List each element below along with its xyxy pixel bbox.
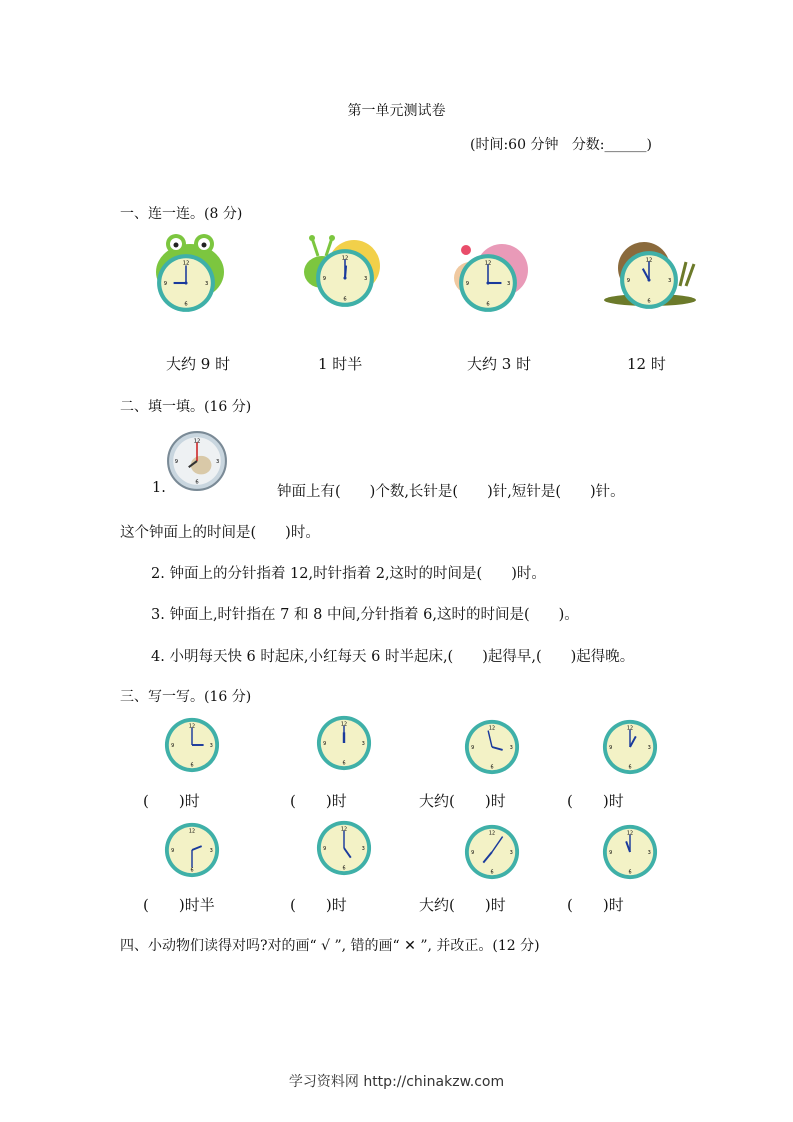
write-label-r1-1: ( )时 [143,792,200,810]
svg-text:9: 9 [471,850,475,856]
svg-text:6: 6 [647,298,651,305]
section2-heading: 二、填一填。(16 分) [120,399,252,415]
q1-text: 钟面上有( )个数,长针是( )针,短针是( )针。 [277,484,625,500]
score-field: 分数:______) [571,137,652,153]
match-label-3: 大约 3 时 [467,355,532,373]
clock-r2-1 [163,821,221,879]
time-score-info [470,134,652,154]
svg-text:3: 3 [216,459,220,466]
svg-text:9: 9 [465,281,469,288]
svg-text:3: 3 [361,741,365,747]
clock-r1-1 [163,716,221,774]
write-label-r2-1: ( )时半 [143,896,215,914]
svg-text:9: 9 [171,848,175,854]
svg-text:12: 12 [193,438,201,445]
section1-heading: 一、连一连。(8 分) [120,206,243,222]
svg-text:3: 3 [364,276,368,283]
svg-text:9: 9 [171,743,175,749]
svg-text:9: 9 [322,276,326,283]
svg-text:6: 6 [343,296,347,303]
section3-heading: 三、写一写。(16 分) [120,689,252,705]
svg-text:6: 6 [195,479,199,486]
svg-text:9: 9 [163,281,167,288]
svg-text:12: 12 [626,726,634,732]
svg-text:3: 3 [205,281,209,288]
svg-text:6: 6 [190,763,194,769]
svg-text:12: 12 [484,260,492,267]
svg-text:9: 9 [471,745,475,751]
svg-text:12: 12 [645,257,653,264]
section4-heading: 四、小动物们读得对吗?对的画“ √ ”, 错的画“ ✕ ”, 并改正。(12 分) [120,938,540,954]
svg-text:6: 6 [184,301,188,308]
svg-text:9: 9 [323,846,327,852]
svg-text:3: 3 [209,848,213,854]
q3-text: 3. 钟面上,时针指在 7 和 8 中间,分针指着 6,这时的时间是( )。 [151,607,579,623]
q1-continuation: 这个钟面上的时间是( )时。 [120,525,320,541]
svg-text:12: 12 [340,827,348,833]
svg-text:6: 6 [342,761,346,767]
svg-text:12: 12 [488,726,496,732]
footer-watermark: 学习资料网 http://chinakzw.com [288,1074,505,1090]
svg-text:3: 3 [647,850,651,856]
clock-r1-3 [463,718,521,776]
svg-text:9: 9 [174,459,178,466]
page-title: 第一单元测试卷 [347,103,446,119]
svg-text:3: 3 [668,278,672,285]
svg-text:12: 12 [626,831,634,837]
svg-text:12: 12 [488,831,496,837]
svg-text:12: 12 [182,260,190,267]
svg-text:12: 12 [188,829,196,835]
time-limit: (时间:60 分钟 [470,137,559,153]
write-label-r1-4: ( )时 [567,792,624,810]
svg-text:3: 3 [507,281,511,288]
svg-text:6: 6 [342,866,346,872]
svg-text:9: 9 [609,745,613,751]
clock-r2-2 [315,819,373,877]
clock-4 [618,249,680,311]
svg-text:6: 6 [628,765,632,771]
svg-text:9: 9 [323,741,327,747]
clock-r2-3 [463,823,521,881]
q4-text: 4. 小明每天快 6 时起床,小红每天 6 时半起床,( )起得早,( )起得晚。 [151,649,635,665]
svg-text:9: 9 [609,850,613,856]
match-label-4: 12 时 [627,355,666,373]
write-label-r1-2: ( )时 [290,792,347,810]
write-label-r2-3: 大约( )时 [419,896,506,914]
svg-text:3: 3 [647,745,651,751]
write-label-r1-3: 大约( )时 [419,792,506,810]
svg-text:12: 12 [188,724,196,730]
svg-text:6: 6 [490,765,494,771]
match-label-1: 大约 9 时 [166,355,231,373]
q1-number: 1. [152,480,166,496]
write-label-r2-2: ( )时 [290,896,347,914]
clock-photo [166,430,228,492]
svg-text:6: 6 [628,870,632,876]
svg-text:12: 12 [340,722,348,728]
svg-text:3: 3 [361,846,365,852]
clock-1 [155,252,217,314]
q2-text: 2. 钟面上的分针指着 12,时针指着 2,这时的时间是( )时。 [151,566,546,582]
svg-text:9: 9 [626,278,630,285]
write-label-r2-4: ( )时 [567,896,624,914]
svg-text:6: 6 [190,868,194,874]
svg-text:6: 6 [486,301,490,308]
clock-r1-2 [315,714,373,772]
svg-text:3: 3 [509,745,513,751]
svg-text:12: 12 [341,255,349,262]
clock-r1-4 [601,718,659,776]
clock-r2-4 [601,823,659,881]
clock-3 [457,252,519,314]
svg-text:6: 6 [490,870,494,876]
svg-text:3: 3 [209,743,213,749]
svg-text:3: 3 [509,850,513,856]
match-label-2: 1 时半 [318,355,363,373]
clock-2 [314,247,376,309]
